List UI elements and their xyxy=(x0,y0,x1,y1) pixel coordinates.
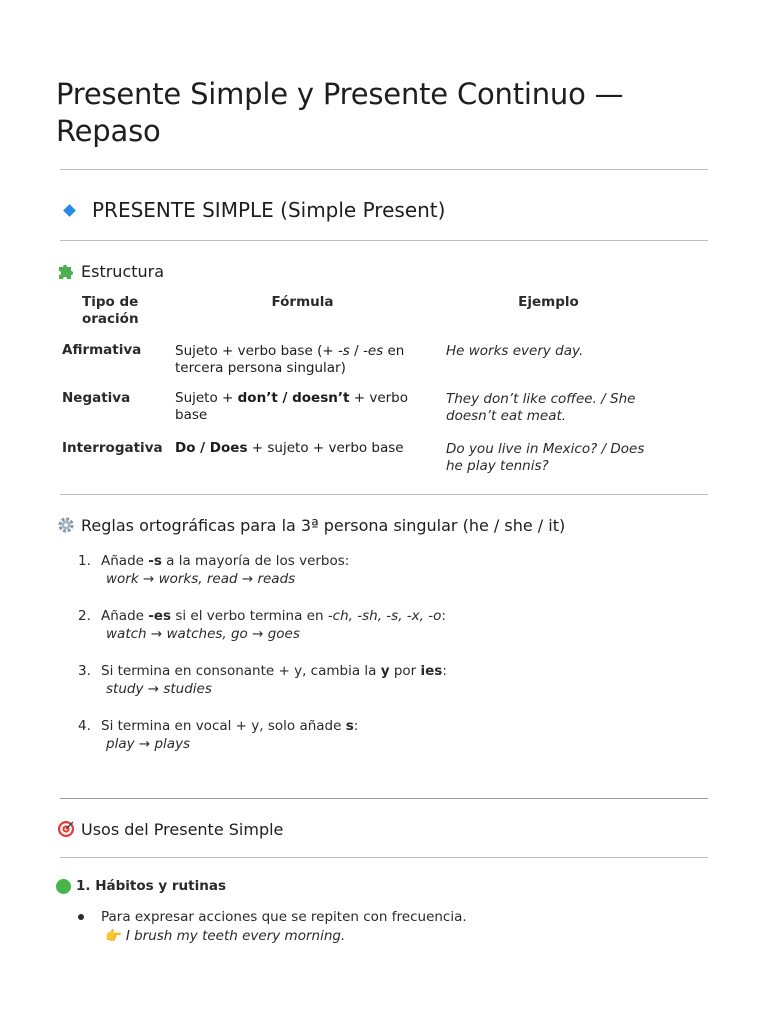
rule-example: study → studies xyxy=(106,681,212,697)
row-example: Do you live in Mexico? / Does he play tennis? xyxy=(446,441,645,474)
list-item xyxy=(78,908,698,946)
puzzle-icon xyxy=(56,262,76,282)
row-formula: Do / Does + sujeto + verbo base xyxy=(175,440,404,456)
divider xyxy=(60,169,708,170)
pointing-hand-icon: 👉 xyxy=(105,928,122,944)
bullet-dot xyxy=(78,914,84,920)
bullet-example: 👉 I brush my teeth every morning. xyxy=(105,928,346,944)
usos-title: Usos del Presente Simple xyxy=(81,820,284,839)
bullet-text: Para expresar acciones que se repiten con frecuencia. xyxy=(101,909,467,925)
row-type: Negativa xyxy=(62,390,131,406)
column-header-tipo: Tipo de oración xyxy=(82,294,139,327)
divider xyxy=(60,240,708,241)
list-item: 3. Si termina en consonante + y, cambia la y por ies: study → studies xyxy=(78,662,698,698)
subheading-text: 1. Hábitos y rutinas xyxy=(76,878,226,894)
estructura-title: Estructura xyxy=(81,262,165,281)
row-type: Interrogativa xyxy=(62,440,163,456)
blue-diamond-icon xyxy=(63,204,76,217)
reglas-title: Reglas ortográficas para la 3ª persona singular (he / she / it) xyxy=(81,516,566,535)
rule-example: work → works, read → reads xyxy=(106,571,296,587)
rule-example: watch → watches, go → goes xyxy=(106,626,300,642)
row-formula: Sujeto + don’t / doesn’t + verbo base xyxy=(175,390,409,423)
column-header-formula: Fórmula xyxy=(271,294,334,310)
row-type: Afirmativa xyxy=(62,342,142,358)
row-example: They don’t like coffee. / She doesn’t eat meat. xyxy=(446,391,636,424)
subheading-habitos xyxy=(56,876,226,896)
section-title: PRESENTE SIMPLE (Simple Present) xyxy=(92,198,446,222)
list-item: 4. Si termina en vocal + y, solo añade s: play → plays xyxy=(78,717,698,753)
row-formula: Sujeto + verbo base (+ -s / -es en tercera persona singular) xyxy=(175,343,405,376)
list-item: 2. Añade -es si el verbo termina en -ch, -sh, -s, -x, -o: watch → watches, go → goes xyxy=(78,607,698,643)
usos-heading xyxy=(56,819,283,841)
target-icon xyxy=(56,820,76,840)
rule-example: play → plays xyxy=(106,736,191,752)
divider xyxy=(60,857,708,858)
divider xyxy=(60,494,708,495)
reglas-heading xyxy=(56,515,565,537)
row-example: He works every day. xyxy=(446,343,584,359)
estructura-heading xyxy=(56,261,164,283)
gear-icon xyxy=(56,516,76,536)
divider xyxy=(60,798,708,799)
list-item: 1. Añade -s a la mayoría de los verbos: work → works, read → reads xyxy=(78,552,698,588)
column-header-ejemplo: Ejemplo xyxy=(518,294,579,310)
section-heading-presente-simple xyxy=(60,196,445,224)
green-circle-icon xyxy=(56,879,71,894)
page-title: Presente Simple y Presente Continuo — Repaso xyxy=(56,77,624,148)
